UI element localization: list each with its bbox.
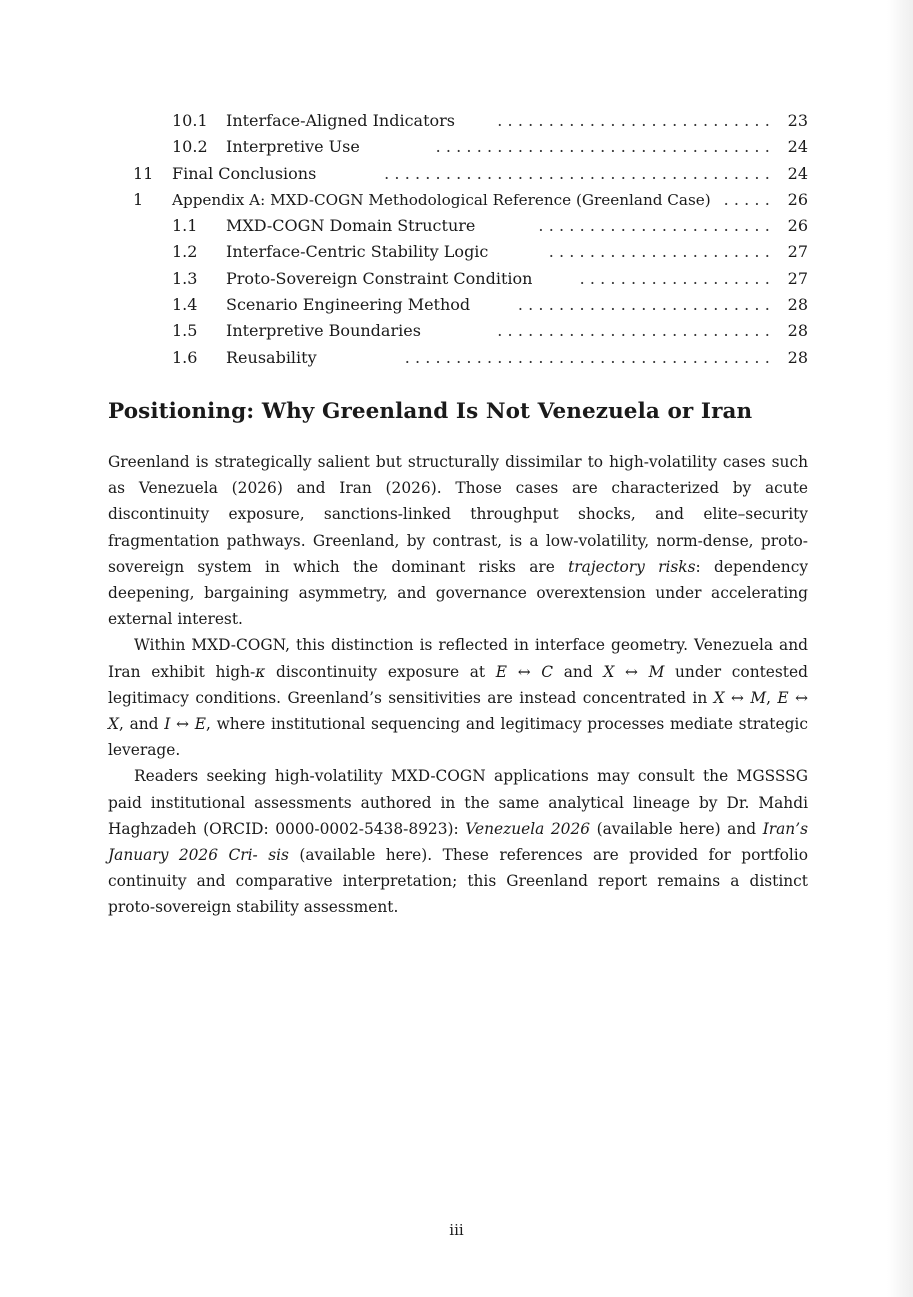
toc-dot-leader: ......................	[548, 242, 775, 262]
toc-entry[interactable]	[108, 134, 808, 160]
toc-entry-page: 26	[787, 189, 808, 209]
toc-entry-number: 10.1	[172, 111, 208, 130]
toc-dot-leader: .................................	[435, 137, 775, 157]
toc-entry-number: 10.2	[172, 137, 208, 157]
toc-entry-number: 1.6	[172, 347, 198, 367]
page-edge-shadow	[887, 0, 913, 1297]
toc-entry-title: Interface-Centric Stability Logic	[226, 242, 489, 262]
toc-entry-title: MXD-COGN Domain Structure	[226, 216, 476, 236]
toc-entry[interactable]	[108, 318, 808, 344]
toc-entry-page: 28	[787, 321, 808, 341]
toc-entry-number: 1.5	[172, 321, 198, 341]
report-title-link[interactable]: sis	[268, 846, 289, 865]
math-symbol: E	[495, 662, 508, 681]
toc-entry-page: 28	[787, 347, 808, 367]
toc-entry[interactable]	[108, 213, 808, 239]
toc-entry-page: 27	[787, 268, 808, 288]
toc-dot-leader: ....................................	[404, 347, 775, 367]
toc-entry[interactable]	[108, 108, 808, 134]
math-symbol: C	[541, 662, 554, 681]
math-symbol: X	[603, 662, 615, 681]
toc-entry[interactable]	[108, 292, 808, 318]
emphasis: trajectory risks	[568, 557, 696, 576]
report-title-link[interactable]: Iran’s January 2026 Cri-	[108, 819, 809, 865]
toc-entry-number: 1.4	[172, 295, 198, 315]
toc-entry-title: Interpretive Boundaries	[226, 321, 421, 341]
toc-entry-title: Interface-Aligned Indicators	[226, 111, 456, 130]
section-body	[108, 449, 808, 921]
toc-entry-page: 26	[787, 216, 808, 236]
paragraph: Within MXD-COGN, this distinction is reflected in interface geometry. Venezuela and Iran exhibit high-κ discontinuity exposure at E ↔ C and X ↔ M under contested legitimacy conditions. Greenland’s sensitivities are instead concentrated in X ↔ M, E ↔ X, and I ↔ E, where institutional sequencing and legitimacy processes mediate strategic leverage.	[108, 636, 808, 760]
toc-entry-title: Reusability	[226, 347, 317, 367]
toc-entry-number: 11	[133, 163, 154, 183]
toc-dot-leader: .........................	[517, 295, 775, 315]
toc-entry-page: 24	[787, 137, 808, 157]
report-title-link[interactable]: Venezuela 2026	[465, 819, 591, 838]
math-symbol: E	[194, 715, 206, 734]
toc-entry-page: 23	[787, 111, 808, 130]
toc-entry-title: Interpretive Use	[226, 137, 360, 157]
toc-entry-title: Final Conclusions	[172, 163, 317, 183]
toc-entry-number: 1	[133, 189, 144, 209]
toc-dot-leader: .....	[723, 189, 775, 209]
math-symbol: X	[713, 688, 725, 707]
paragraph: Readers seeking high-volatility MXD-COGN applications may consult the MGSSSG paid institutional assessments authored in the same analytical lineage by Dr. Mahdi Haghzadeh (ORCID: 0000-0002-5438-8923): Venezuela 2026 (available here) and Iran’s January 2026 Cri- sis (available here). These references are provided for portfolio continuity and comparative interpretation; this Greenland report remains a distinct proto-sovereign stability assessment.	[108, 767, 809, 917]
toc-entry-page: 27	[787, 242, 808, 262]
toc-entry[interactable]	[108, 345, 808, 371]
math-symbol: X	[108, 715, 119, 734]
math-symbol: M	[750, 688, 767, 707]
toc-entry-number: 1.2	[172, 242, 198, 262]
math-symbol: κ	[255, 662, 266, 681]
toc-entry-title: Scenario Engineering Method	[226, 295, 471, 315]
table-of-contents	[108, 108, 808, 371]
toc-dot-leader: ......................................	[384, 163, 775, 183]
toc-entry-number: 1.1	[172, 216, 198, 236]
toc-entry[interactable]	[108, 161, 808, 187]
toc-dot-leader: ...........................	[497, 321, 775, 341]
toc-dot-leader: .......................	[538, 216, 775, 236]
math-symbol: E	[777, 688, 789, 707]
toc-entry-page: 24	[787, 163, 808, 183]
toc-entry-title: Proto-Sovereign Constraint Condition	[226, 268, 533, 288]
toc-dot-leader: ...................	[579, 268, 775, 288]
math-symbol: I	[164, 715, 171, 734]
toc-entry[interactable]	[108, 187, 808, 213]
toc-entry[interactable]	[108, 266, 808, 292]
paragraph: Greenland is strategically salient but structurally dissimilar to high-volatility cases such as Venezuela (2026) and Iran (2026). Those cases are characterized by acute discontinuity exposure, sanctions-linked throughput shocks, and elite–security fragmentation pathways. Greenland, by contrast, is a low-volatility, norm-dense, proto-sovereign system in which the dominant risks are trajectory risks: dependency deepening, bargaining asymmetry, and governance overextension under accelerating external interest.	[108, 453, 809, 629]
toc-entry[interactable]	[108, 239, 808, 265]
toc-dot-leader: ...........................	[497, 111, 775, 130]
toc-entry-title: Appendix A: MXD-COGN Methodological Reference (Greenland Case)	[172, 190, 711, 209]
section-heading: Positioning: Why Greenland Is Not Venezuela or Iran	[108, 399, 753, 424]
toc-entry-page: 28	[787, 295, 808, 315]
toc-entry-number: 1.3	[172, 268, 198, 288]
math-symbol: M	[648, 662, 665, 681]
page-number: iii	[449, 1221, 464, 1239]
